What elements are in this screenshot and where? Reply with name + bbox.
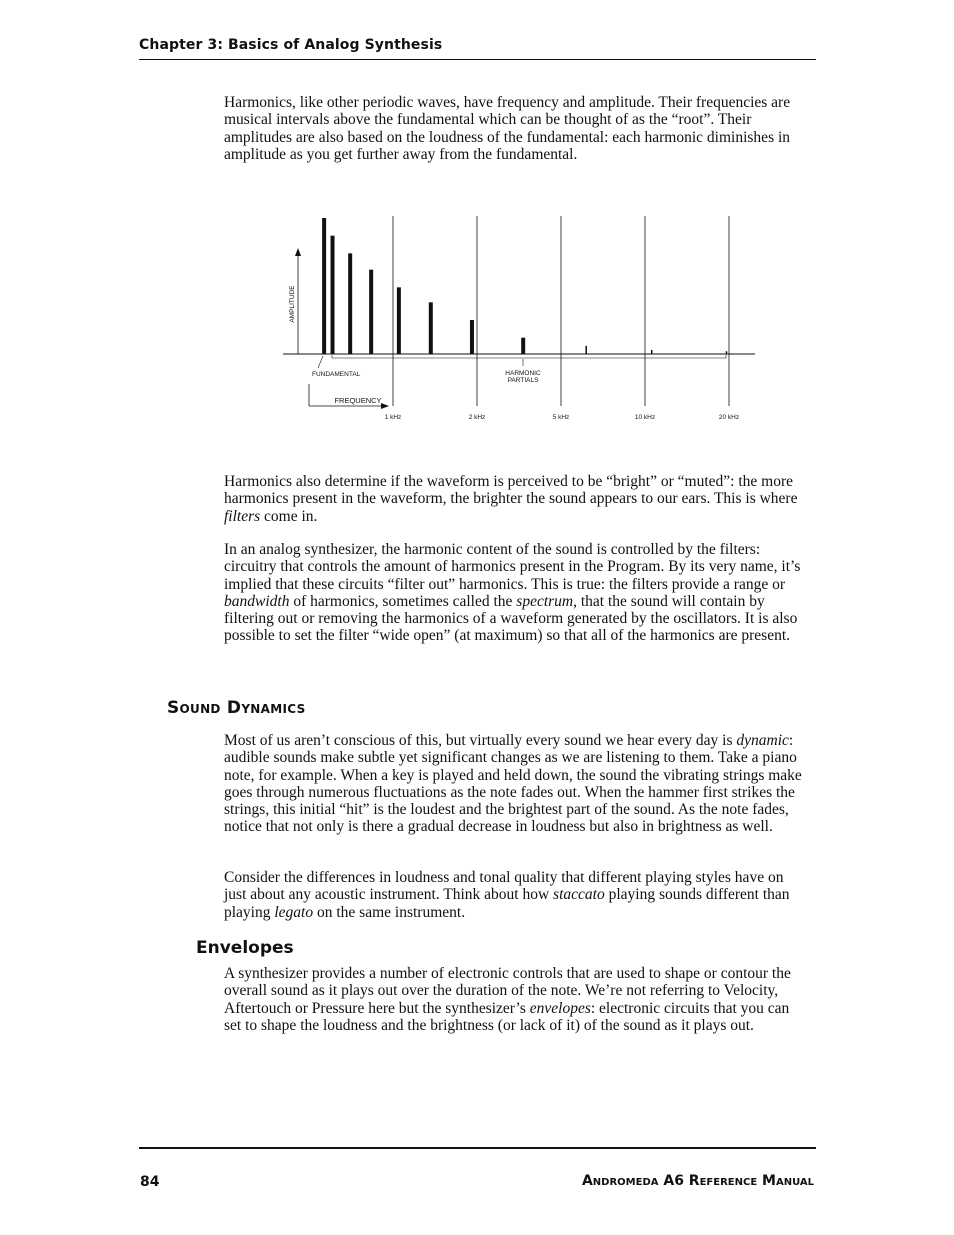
manual-title: Andromeda A6 Reference Manual	[581, 1173, 814, 1189]
x-tick-label: 10 kHz	[634, 414, 656, 421]
harmonic-bar	[470, 320, 474, 354]
footer-rule	[139, 1147, 816, 1149]
harmonic-bar	[429, 302, 433, 354]
harmonic-bar	[322, 218, 326, 354]
paragraph-dynamics: Most of us aren’t conscious of this, but virtually every sound we hear every day is dynamic: audible sounds make subtle yet significant changes as we are listening to them. Take a piano note, for example. When a key is played and held down, the sound the vibrating strings make goes through numerous fluctuations as the note fades out. When the hammer first strikes the strings, this initial “hit” is the loudest and the brightest part of the sound. As the note fades, notice that not only is there a gradual decrease in loudness but also in brightness as well.	[224, 732, 802, 836]
section-heading-sound-dynamics: Sound Dynamics	[167, 698, 306, 718]
x-axis-label: FREQUENCY	[334, 396, 382, 405]
harmonic-bar	[397, 287, 401, 354]
partials-bracket	[332, 355, 726, 358]
paragraph-brightness: Harmonics also determine if the waveform is perceived to be “bright” or “muted”: the more harmonics present in the waveform, the brighter the sound appears to our ears. This is where filters come in.	[224, 473, 798, 525]
page-number: 84	[140, 1174, 160, 1190]
harmonic-bar	[651, 350, 653, 354]
x-tick-label: 20 kHz	[718, 414, 740, 421]
paragraph-envelopes: A synthesizer provides a number of electronic controls that are used to shape or contour the overall sound as it plays out over the duration of the note. We’re not referring to Velocity, Aftertouch or Pressure here but the synthesizer’s envelopes: electronic circuits that you can set to shape the loudness and the brightness (or lack of it) of the sound as it plays out.	[224, 965, 791, 1034]
harmonic-bar	[331, 236, 335, 354]
fundamental-label: FUNDAMENTAL	[312, 371, 361, 378]
fundamental-pointer	[318, 356, 323, 368]
x-tick-label: 5 kHz	[552, 414, 570, 421]
harmonic-bar	[726, 351, 728, 354]
frequency-arrow-head	[381, 403, 389, 409]
harmonic-bar	[369, 270, 373, 354]
paragraph-playing-styles: Consider the differences in loudness and tonal quality that different playing styles have on just about any acoustic instrument. Think about how staccato playing sounds different than playing legato on the same instrument.	[224, 869, 790, 921]
harmonic-partials-label: HARMONIC PARTIALS	[505, 370, 541, 384]
harmonic-bar	[348, 253, 352, 354]
y-axis-label: AMPLITUDE	[289, 285, 296, 323]
x-tick-label: 1 kHz	[384, 414, 402, 421]
paragraph-harmonics-intro: Harmonics, like other periodic waves, have frequency and amplitude. Their frequencies are musical intervals above the fundamental which can be thought of as the “root”. Their amplitudes are also based on the loudness of the fundamental: each harmonic diminishes in amplitude as you get further away from the fundamental.	[224, 94, 791, 163]
subsection-heading-envelopes: Envelopes	[196, 938, 294, 958]
harmonic-bar	[521, 338, 525, 354]
y-axis-arrow-head	[295, 248, 301, 256]
paragraph-filters: In an analog synthesizer, the harmonic content of the sound is controlled by the filters: circuitry that controls the amount of harmonics present in the Program. By its very name, it’s implied that these circuits “filter out” harmonics. This is true: the filters provide a range or bandwidth of harmonics, sometimes called the spectrum, that the sound will contain by filtering out or removing the harmonics of a waveform generated by the oscillators. It is also possible to set the filter “wide open” (at maximum) so that all of the harmonics are present.	[224, 541, 801, 645]
harmonics-spectrum-chart	[0, 0, 954, 460]
harmonic-bar	[585, 346, 587, 354]
chapter-header: Chapter 3: Basics of Analog Synthesis	[139, 37, 443, 53]
x-tick-label: 2 kHz	[468, 414, 486, 421]
